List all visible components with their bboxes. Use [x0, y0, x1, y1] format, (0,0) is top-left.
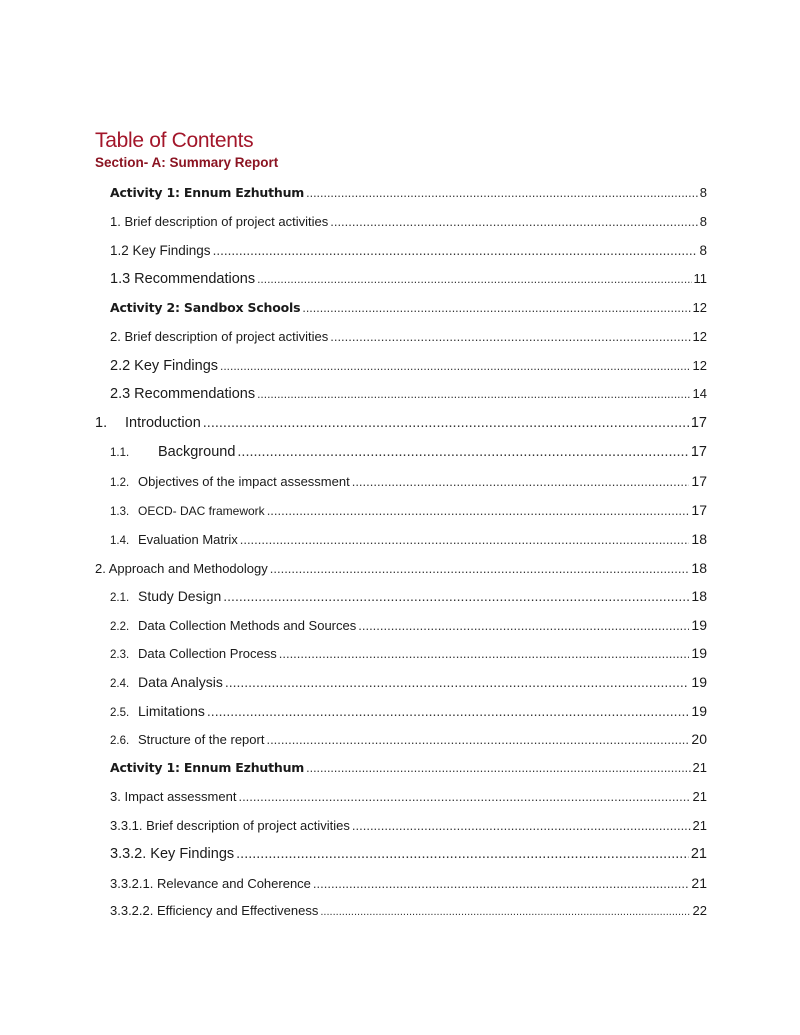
toc-entry-text: Study Design — [138, 588, 222, 604]
toc-entry-page: 20 — [691, 731, 707, 747]
toc-entry-text: Data Collection Process — [138, 646, 277, 661]
toc-leader — [213, 243, 698, 258]
toc-entry-text: Objectives of the impact assessment — [138, 474, 350, 489]
toc-leader — [352, 474, 690, 489]
toc-leader — [320, 906, 690, 918]
toc-entry-text: 3.3.2.2. Efficiency and Effectiveness — [110, 903, 319, 918]
toc-entry-number: 1.3. — [110, 506, 130, 518]
toc-entry-text: 2. Brief description of project activities — [110, 329, 329, 344]
toc-entry-text: Background — [158, 444, 236, 460]
toc-entry-text: 1.2 Key Findings — [110, 243, 211, 258]
toc-leader — [279, 646, 690, 661]
toc-entry[interactable] — [110, 185, 707, 205]
toc-leader — [306, 186, 698, 200]
toc-entry-number: 1.1. — [110, 447, 130, 459]
toc-entry-page: 18 — [691, 531, 707, 547]
toc-leader — [237, 444, 688, 460]
toc-entry-text: 1.3 Recommendations — [110, 271, 256, 287]
toc-entry-text: Activity 2: Sandbox Schools — [110, 300, 301, 315]
toc-entry-page: 19 — [691, 617, 707, 633]
toc-leader — [306, 761, 690, 775]
toc-entry-page: 8 — [699, 185, 707, 200]
toc-entry-number: 2.3. — [110, 649, 130, 661]
toc-entry-page: 12 — [692, 329, 707, 344]
toc-entry-page: 21 — [692, 818, 707, 833]
toc-entry[interactable] — [110, 703, 707, 723]
toc-entry[interactable] — [110, 846, 707, 866]
toc-entry-page: 21 — [691, 875, 707, 891]
toc-entry-page: 8 — [699, 214, 707, 229]
toc-entry-page: 12 — [692, 300, 707, 315]
toc-entry[interactable] — [110, 473, 707, 493]
toc-entry-page: 17 — [691, 473, 707, 489]
toc-entry-page: 8 — [699, 243, 707, 258]
toc-entry-page: 14 — [692, 386, 707, 401]
toc-entry-number: 2.2. — [110, 621, 130, 633]
toc-entry-page: 18 — [691, 560, 707, 576]
toc-entry-number: 1. — [95, 415, 108, 431]
toc-entry[interactable] — [110, 271, 707, 291]
toc-leader — [352, 818, 691, 833]
toc-entry-number: 2.6. — [110, 735, 130, 747]
toc-title: Table of Contents — [95, 129, 254, 152]
toc-entry-page: 19 — [691, 703, 707, 719]
toc-entry[interactable] — [95, 415, 707, 435]
toc-entry-page: 11 — [693, 271, 707, 286]
toc-entry-text: OECD- DAC framework — [138, 504, 265, 518]
toc-entry[interactable] — [110, 645, 707, 665]
toc-entry-text: Data Analysis — [138, 674, 223, 690]
toc-entry-text: Evaluation Matrix — [138, 532, 238, 547]
toc-leader — [313, 876, 690, 891]
toc-leader — [266, 732, 689, 747]
toc-leader — [270, 561, 690, 576]
toc-entry-text: 2.2 Key Findings — [110, 358, 219, 374]
toc-leader — [203, 415, 689, 431]
toc-entry-text: 1. Brief description of project activities — [110, 214, 329, 229]
toc-entry-number: 2.5. — [110, 707, 130, 719]
toc-leader — [207, 703, 690, 719]
toc-entry-text: 3. Impact assessment — [110, 789, 237, 804]
toc-leader — [240, 532, 690, 547]
toc-entry[interactable] — [110, 617, 707, 637]
toc-entry[interactable] — [110, 214, 707, 234]
toc-entry-page: 21 — [692, 760, 707, 775]
toc-entry-number: 1.4. — [110, 535, 130, 547]
toc-leader — [236, 846, 689, 862]
toc-entry-page: 18 — [691, 588, 707, 604]
toc-entry-page: 22 — [692, 903, 707, 918]
toc-entry-page: 17 — [691, 502, 707, 518]
toc-leader — [223, 588, 689, 604]
toc-entry-page: 21 — [690, 846, 707, 862]
toc-entry[interactable] — [110, 760, 707, 780]
toc-entry[interactable] — [110, 358, 707, 378]
toc-leader — [220, 359, 691, 373]
toc-entry[interactable] — [110, 731, 707, 751]
toc-entry-page: 19 — [691, 645, 707, 661]
toc-entry[interactable] — [110, 386, 707, 406]
toc-entry-text: 2.3 Recommendations — [110, 386, 256, 402]
toc-leader — [330, 214, 698, 229]
toc-entry-number: 2.1. — [110, 592, 130, 604]
toc-entry-page: 21 — [692, 789, 707, 804]
toc-entry-number: 1.2. — [110, 477, 130, 489]
toc-entry-text: 3.3.1. Brief description of project activities — [110, 818, 350, 833]
toc-entry[interactable] — [110, 674, 707, 694]
toc-entry-page: 17 — [690, 415, 707, 431]
toc-entry-number: 2.4. — [110, 678, 130, 690]
toc-entry-text: Activity 1: Ennum Ezhuthum — [110, 185, 305, 200]
toc-entry[interactable] — [110, 588, 707, 608]
toc-entry-text: 2. Approach and Methodology — [95, 561, 268, 576]
toc-entry-text: Data Collection Methods and Sources — [138, 618, 357, 633]
toc-leader — [257, 272, 691, 286]
toc-entry-page: 12 — [692, 358, 707, 373]
toc-entry[interactable] — [110, 903, 707, 923]
toc-entry-text: 3.3.2.1. Relevance and Coherence — [110, 876, 311, 891]
toc-entry[interactable] — [110, 243, 707, 263]
toc-entry[interactable] — [110, 818, 707, 838]
toc-entry-text: Introduction — [125, 415, 201, 431]
toc-entry[interactable] — [110, 300, 707, 320]
toc-entry-text: Structure of the report — [138, 732, 265, 747]
toc-leader — [267, 503, 690, 518]
toc-entry[interactable] — [110, 531, 707, 551]
toc-entry-text: 3.3.2. Key Findings — [110, 846, 235, 862]
toc-leader — [257, 387, 690, 401]
toc-entry[interactable] — [95, 560, 707, 580]
toc-entry-page: 17 — [690, 444, 707, 460]
toc-entry-text: Activity 1: Ennum Ezhuthum — [110, 760, 305, 775]
toc-leader — [358, 618, 689, 633]
toc-entry[interactable] — [110, 329, 707, 349]
toc-entry-page: 19 — [691, 674, 707, 690]
toc-entry[interactable] — [110, 789, 707, 809]
toc-subtitle: Section- A: Summary Report — [95, 155, 279, 170]
toc-leader — [238, 789, 690, 804]
toc-entry-text: Limitations — [138, 703, 205, 719]
toc-entry[interactable] — [110, 444, 707, 464]
toc-leader — [225, 674, 690, 690]
toc-leader — [330, 329, 690, 344]
toc-entry[interactable] — [110, 875, 707, 895]
toc-leader — [302, 301, 690, 315]
toc-entry[interactable] — [110, 502, 707, 522]
